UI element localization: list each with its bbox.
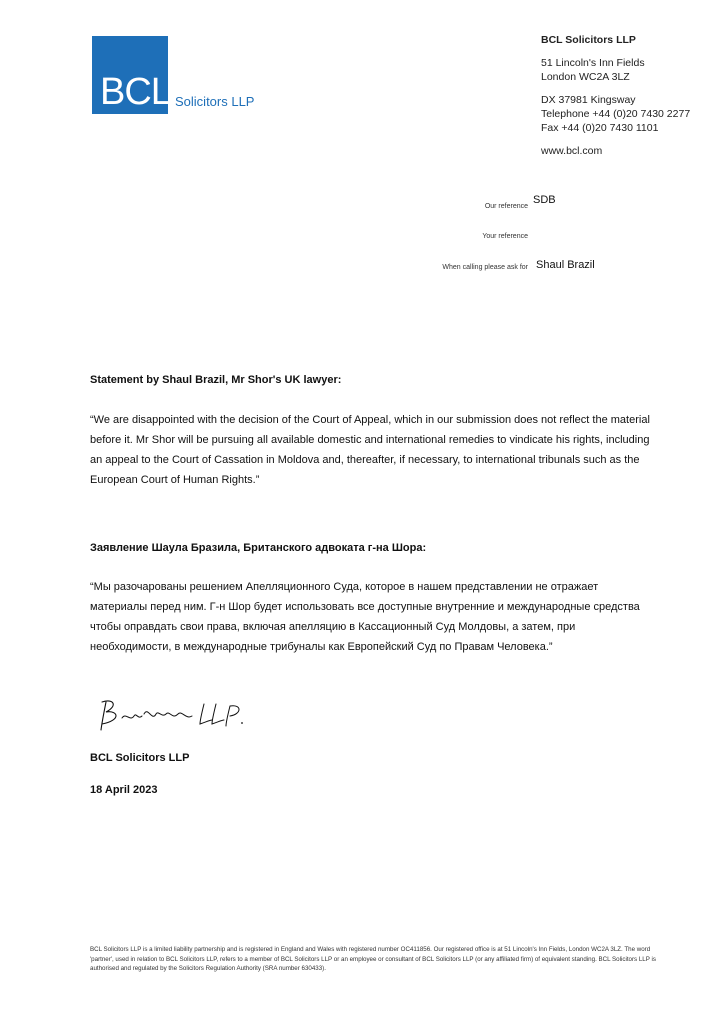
calling-label: When calling please ask for: [442, 264, 528, 271]
firm-dx: DX 37981 Kingsway: [541, 94, 636, 106]
statement-ru-text: “Мы разочарованы решением Апелляционного Суда, которое в нашем представлении не отражает материалы перед ним. Г-н Шор будет использовать все доступные внутренние и международные средства чтобы оправдать свои права, включая апелляцию в Кассационный Суд Молдовы, а затем, при необходимости, в международные трибуналы как Европейский Суд по Правам Человека.”: [90, 581, 640, 653]
firm-details: [541, 33, 690, 158]
statement-ru-heading: Заявление Шаула Бразила, Британского адвоката г-на Шора:: [90, 542, 427, 554]
logo-letters: BCL: [100, 71, 171, 113]
firm-contact: [541, 93, 690, 135]
firm-fax: Fax +44 (0)20 7430 1101: [541, 122, 659, 134]
your-reference-label: Your reference: [482, 233, 528, 240]
firm-name: BCL Solicitors LLP: [541, 34, 636, 46]
our-reference-value: SDB: [533, 194, 556, 206]
logo-subtitle: Solicitors LLP: [175, 94, 255, 109]
our-reference-label: Our reference: [484, 203, 528, 210]
letter-date: 18 April 2023: [90, 784, 158, 796]
address-line-1: 51 Lincoln's Inn Fields: [541, 57, 645, 69]
firm-telephone: Telephone +44 (0)20 7430 2277: [541, 108, 691, 120]
firm-address: [541, 56, 690, 84]
address-line-2: London WC2A 3LZ: [541, 71, 630, 83]
registration-footer: BCL Solicitors LLP is a limited liability partnership and is registered in England and Wales with registered number OC411856. Our registered office is at 51 Lincoln's Inn Fields, London WC2A 3LZ. The word 'partner', used in relation to BCL Solicitors LLP, refers to a member of BCL Solicitors LLP or an employee or consultant of BCL Solicitors LLP (or any affiliated firm) of equivalent standing. BCL Solicitors LLP is authorised and regulated by the Solicitors Regulation Authority (SRA number 630433).: [90, 946, 656, 972]
handwritten-signature: [92, 692, 262, 736]
statement-en-text: “We are disappointed with the decision of the Court of Appeal, which in our submission does not reflect the material before it. Mr Shor will be pursuing all available domestic and international remedies to vindicate his rights, including an appeal to the Court of Cassation in Moldova and, thereafter, if necessary, to international tribunals such as the European Court of Human Rights.”: [90, 414, 650, 486]
firm-website: www.bcl.com: [541, 145, 603, 157]
statement-en-heading: Statement by Shaul Brazil, Mr Shor's UK lawyer:: [90, 374, 342, 386]
calling-value: Shaul Brazil: [536, 259, 595, 271]
signatory-name: BCL Solicitors LLP: [90, 752, 190, 764]
